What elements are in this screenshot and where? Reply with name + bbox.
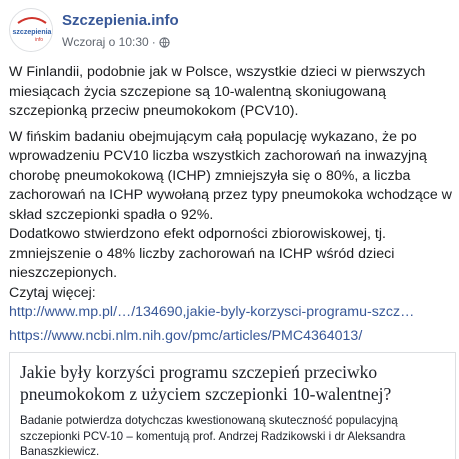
post-meta: [62, 35, 170, 49]
post-timestamp[interactable]: Wczoraj o 10:30: [62, 35, 149, 49]
link-preview-title[interactable]: Jakie były korzyści programu szczepień przeciwko pneumokokom z użyciem szczepionki 10-walentnej?: [20, 362, 392, 404]
globe-icon[interactable]: [159, 37, 170, 48]
post-paragraph-1: W Finlandii, podobnie jak w Polsce, wszystkie dzieci w pierwszych miesiącach życia szczepione są 10-walentną skoniugowaną szczepionką przeciw pneumokokom (PCV10).: [9, 64, 426, 119]
post-paragraph-2: W fińskim badaniu obejmującym całą populację wykazano, że po wprowadzeniu PCV10 liczba wszystkich zachorowań na inwazyjną chorobę pneumokokową (ICHP) zmniejszyła się o 80%, a liczba zachorowań na ICHP wywołaną przez typy pneumokoka wchodzące w skład szczepionki spadła o 92%.: [9, 128, 452, 223]
avatar-logo-subtext: info: [34, 37, 44, 43]
read-more-label: Czytaj więcej:: [9, 284, 96, 301]
post-body: [9, 63, 453, 346]
link-preview-card[interactable]: [9, 352, 456, 459]
article-link-mp[interactable]: http://www.mp.pl/…/134690,jakie-byly-korzysci-programu-szcz…: [9, 304, 415, 320]
avatar[interactable]: [9, 8, 53, 52]
link-preview-description: Badanie potwierdza dotychczas kwestionowaną skuteczność populacyjną szczepionki PCV-10 – komentują prof. Andrzej Radzikowski i dr Aleksandra Banaszkiewicz.: [20, 414, 406, 458]
post-paragraph-3: Dodatkowo stwierdzono efekt odporności zbiorowiskowej, tj. zmniejszenie o 48% liczby zachorowań na ICHP wśród dzieci nieszczepionych.: [9, 226, 395, 281]
page-name-link[interactable]: Szczepienia.info: [62, 12, 179, 29]
post-header: [9, 8, 449, 54]
avatar-logo-text: szczepienia: [12, 29, 52, 36]
article-link-ncbi[interactable]: https://www.ncbi.nlm.nih.gov/pmc/articles/PMC4364013/: [9, 327, 363, 344]
meta-separator: ·: [151, 35, 156, 49]
szczepienia-logo-icon: [10, 9, 53, 52]
